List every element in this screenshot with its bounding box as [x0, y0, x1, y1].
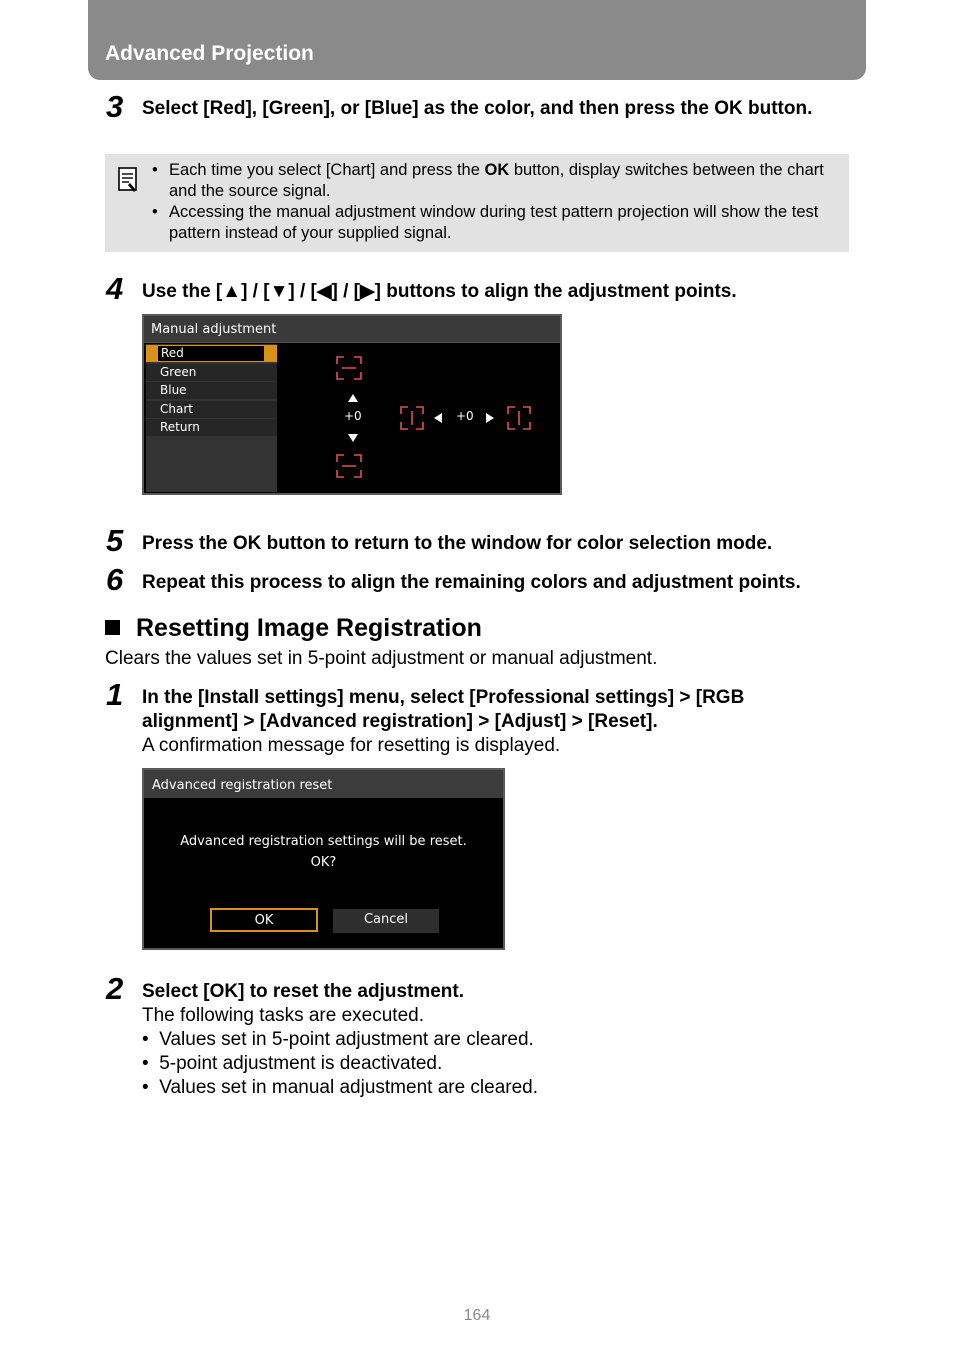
section-intro: Clears the values set in 5-point adjustment or manual adjustment. — [105, 648, 658, 669]
left-arrow-icon[interactable] — [434, 413, 442, 423]
step-4-text: Use the [▲] / [▼] / [◀] / [▶] buttons to align the adjustment points. — [142, 281, 737, 302]
color-menu — [146, 344, 277, 492]
section-heading: Resetting Image Registration — [105, 614, 482, 643]
menu-item-blue[interactable]: Blue — [146, 382, 277, 399]
up-arrow-icon[interactable] — [348, 394, 358, 402]
horizontal-value: +0 — [456, 409, 474, 423]
step-1-number: 1 — [106, 677, 124, 712]
list-item: • Values set in 5-point adjustment are cleared. — [142, 1029, 534, 1050]
menu-item-return[interactable]: Return — [146, 419, 277, 436]
bottom-adjustment-marker-icon — [334, 452, 364, 480]
screen-title: Manual adjustment — [144, 316, 560, 343]
step-1-result: A confirmation message for resetting is displayed. — [142, 735, 561, 756]
ok-button[interactable]: OK — [210, 908, 318, 932]
confirmation-message: Advanced registration settings will be reset. — [180, 834, 467, 849]
step-5-number: 5 — [106, 523, 124, 558]
step-1-line1: In the [Install settings] menu, select [Professional settings] > [RGB — [142, 687, 745, 708]
screen-title: Advanced registration reset — [144, 770, 503, 798]
step-6-number: 6 — [106, 562, 124, 597]
list-item: • 5-point adjustment is deactivated. — [142, 1053, 443, 1074]
step-5-text: Press the OK button to return to the window for color selection mode. — [142, 533, 773, 554]
step-4-number: 4 — [106, 271, 124, 306]
left-adjustment-marker-icon — [398, 404, 426, 432]
memo-icon — [117, 166, 139, 199]
step-2-result: The following tasks are executed. — [142, 1005, 424, 1026]
step-6-text: Repeat this process to align the remaining colors and adjustment points. — [142, 572, 801, 593]
step-2-text: Select [OK] to reset the adjustment. — [142, 981, 465, 1002]
header-title: Advanced Projection — [105, 42, 314, 65]
square-bullet-icon — [105, 620, 120, 635]
cancel-button[interactable]: Cancel — [333, 909, 439, 933]
step-1-line2: alignment] > [Advanced registration] > [Adjust] > [Reset]. — [142, 711, 658, 732]
menu-item-red[interactable]: Red — [146, 345, 277, 362]
right-adjustment-marker-icon — [505, 404, 533, 432]
step-2-number: 2 — [106, 971, 124, 1006]
step-3-number: 3 — [106, 89, 124, 124]
menu-item-chart[interactable]: Chart — [146, 401, 277, 418]
note-item: • Each time you select [Chart] and press the OK button, display switches between the chart and the source signal. — [152, 161, 824, 200]
menu-item-green[interactable]: Green — [146, 364, 277, 381]
page-number: 164 — [463, 1307, 491, 1324]
manual-adjustment-screen — [142, 314, 562, 495]
vertical-value: +0 — [344, 409, 362, 423]
note-box — [105, 154, 849, 252]
top-adjustment-marker-icon — [334, 354, 364, 382]
list-item: • Values set in manual adjustment are cleared. — [142, 1077, 539, 1098]
down-arrow-icon[interactable] — [348, 434, 358, 442]
confirmation-question: OK? — [310, 855, 337, 870]
page-header — [88, 0, 866, 80]
reset-confirmation-screen — [142, 768, 505, 950]
right-arrow-icon[interactable] — [486, 413, 494, 423]
step-3-text: Select [Red], [Green], or [Blue] as the color, and then press the OK button. — [142, 98, 813, 119]
note-item: • Accessing the manual adjustment window during test pattern projection will show the test pattern instead of your supplied signal. — [152, 203, 819, 242]
